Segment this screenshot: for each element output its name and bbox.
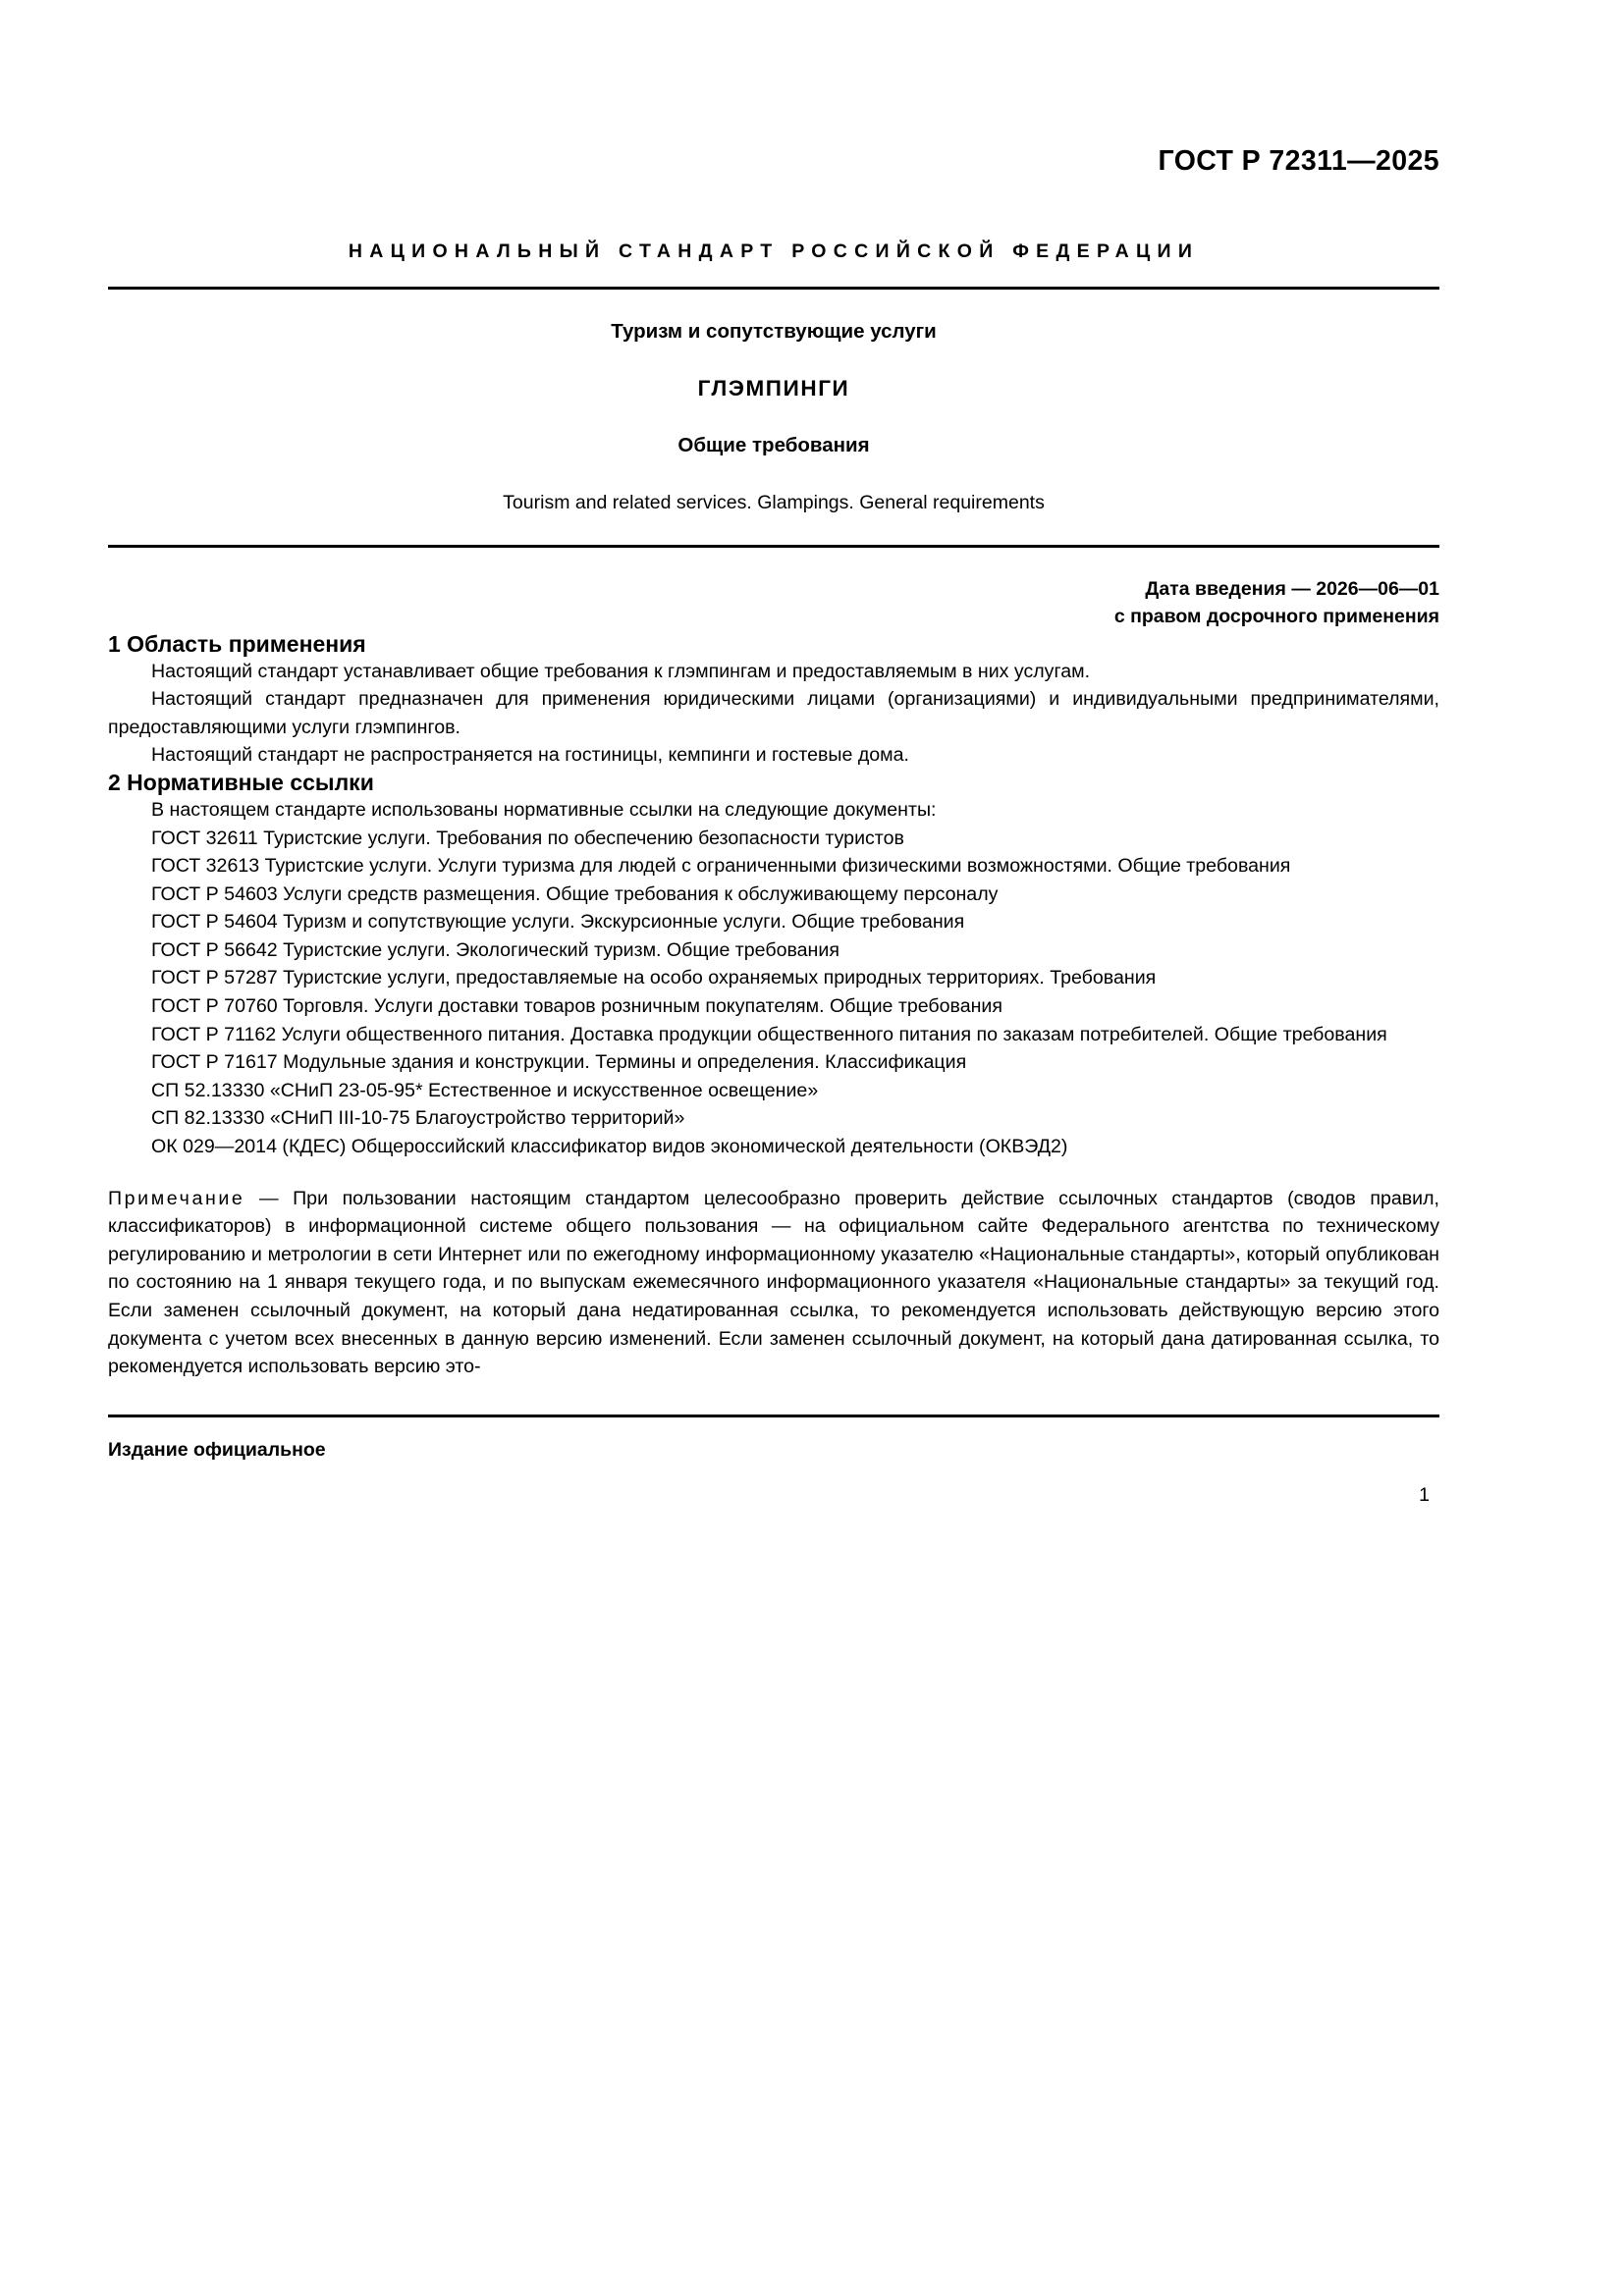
section-2-heading: 2 Нормативные ссылки <box>108 769 374 795</box>
list-item: ГОСТ Р 70760 Торговля. Услуги доставки товаров розничным покупателям. Общие требования <box>151 995 1002 1018</box>
document-code: ГОСТ Р 72311—2025 <box>1158 145 1439 177</box>
footer-divider <box>108 1415 1439 1417</box>
section-1-heading: 1 Область применения <box>108 630 366 657</box>
list-item: СП 82.13330 «СНиП III-10-75 Благоустройство территорий» <box>151 1107 685 1130</box>
section-normative-references <box>108 770 1439 1381</box>
list-item: ГОСТ Р 54604 Туризм и сопутствующие услуги. Экскурсионные услуги. Общие требования <box>151 911 965 934</box>
section-1-paragraph-3: Настоящий стандарт не распространяется на гостиницы, кемпинги и гостевые дома. <box>151 744 909 767</box>
list-item: СП 52.13330 «СНиП 23-05-95* Естественное и искусственное освещение» <box>151 1079 819 1101</box>
page-content <box>108 0 1439 1527</box>
page-footer <box>108 1439 1439 1527</box>
list-item: ГОСТ Р 54603 Услуги средств размещения. Общие требования к обслуживающему персоналу <box>151 882 999 905</box>
introduction-date-line2: с правом досрочного применения <box>1113 606 1439 628</box>
note-label: Примечание <box>108 1187 245 1209</box>
footer-official-label: Издание официальное <box>108 1438 326 1461</box>
list-item: ГОСТ 32611 Туристские услуги. Требования по обеспечению безопасности туристов <box>151 827 904 849</box>
list-item: ГОСТ Р 56642 Туристские услуги. Экологический туризм. Общие требования <box>151 938 839 961</box>
normative-reference-list <box>108 825 1439 1161</box>
page-number: 1 <box>1419 1483 1430 1506</box>
standard-kind-heading: НАЦИОНАЛЬНЫЙ СТАНДАРТ РОССИЙСКОЙ ФЕДЕРАЦИИ <box>348 240 1200 262</box>
section-scope <box>108 631 1439 770</box>
section-1-paragraph-2: Настоящий стандарт предназначен для применения юридическими лицами (организациями) и индивидуальными предпринимателями, предоставляющими услуги глэмпингов. <box>108 688 1439 738</box>
section-2-lead: В настоящем стандарте использованы нормативные ссылки на следующие документы: <box>151 798 937 821</box>
header-divider-top <box>108 287 1439 290</box>
title-scope: Общие требования <box>677 434 870 456</box>
note-block <box>108 1185 1439 1381</box>
list-item: ГОСТ Р 71162 Услуги общественного питания. Доставка продукции общественного питания по заказам потребителей. Общие требования <box>151 1023 1387 1045</box>
introduction-date-line1: Дата введения — 2026—06—01 <box>1145 578 1439 600</box>
introduction-date <box>108 575 1439 631</box>
title-block <box>108 320 1439 514</box>
section-1-paragraph-1: Настоящий стандарт устанавливает общие требования к глэмпингам и предоставляемым в них услугам. <box>151 660 1091 682</box>
list-item: ГОСТ 32613 Туристские услуги. Услуги туризма для людей с ограниченными физическими возможностями. Общие требования <box>151 855 1291 878</box>
list-item: ГОСТ Р 71617 Модульные здания и конструкции. Термины и определения. Классификация <box>151 1051 967 1074</box>
list-item: ГОСТ Р 57287 Туристские услуги, предоставляемые на особо охраняемых природных территориях. Требования <box>151 967 1157 989</box>
header-divider-bottom <box>108 545 1439 548</box>
title-english: Tourism and related services. Glampings. General requirements <box>503 492 1045 513</box>
list-item: ОК 029—2014 (КДЕС) Общероссийский классификатор видов экономической деятельности (ОКВЭД2) <box>151 1136 1068 1158</box>
note-text: — При пользовании настоящим стандартом целесообразно проверить действие ссылочных стандартов (сводов правил, классификаторов) в информационной системе общего пользования — на официальном сайте Федерального агентства по техническому регулированию и метрологии в сети Интернет или по ежегодному информационному указателю «Национальные стандарты», который опубликован по состоянию на 1 января текущего года, и по выпускам ежемесячного информационного указателя «Национальные стандарты» за текущий год. Если заменен ссылочный документ, на который дана недатированная ссылка, то рекомендуется использовать действующую версию этого документа с учетом всех внесенных в данную версию изменений. Если заменен ссылочный документ, на который дана датированная ссылка, то рекомендуется использовать версию это- <box>108 1187 1439 1378</box>
title-subject: Туризм и сопутствующие услуги <box>611 320 937 343</box>
page-title: ГЛЭМПИНГИ <box>697 376 850 400</box>
